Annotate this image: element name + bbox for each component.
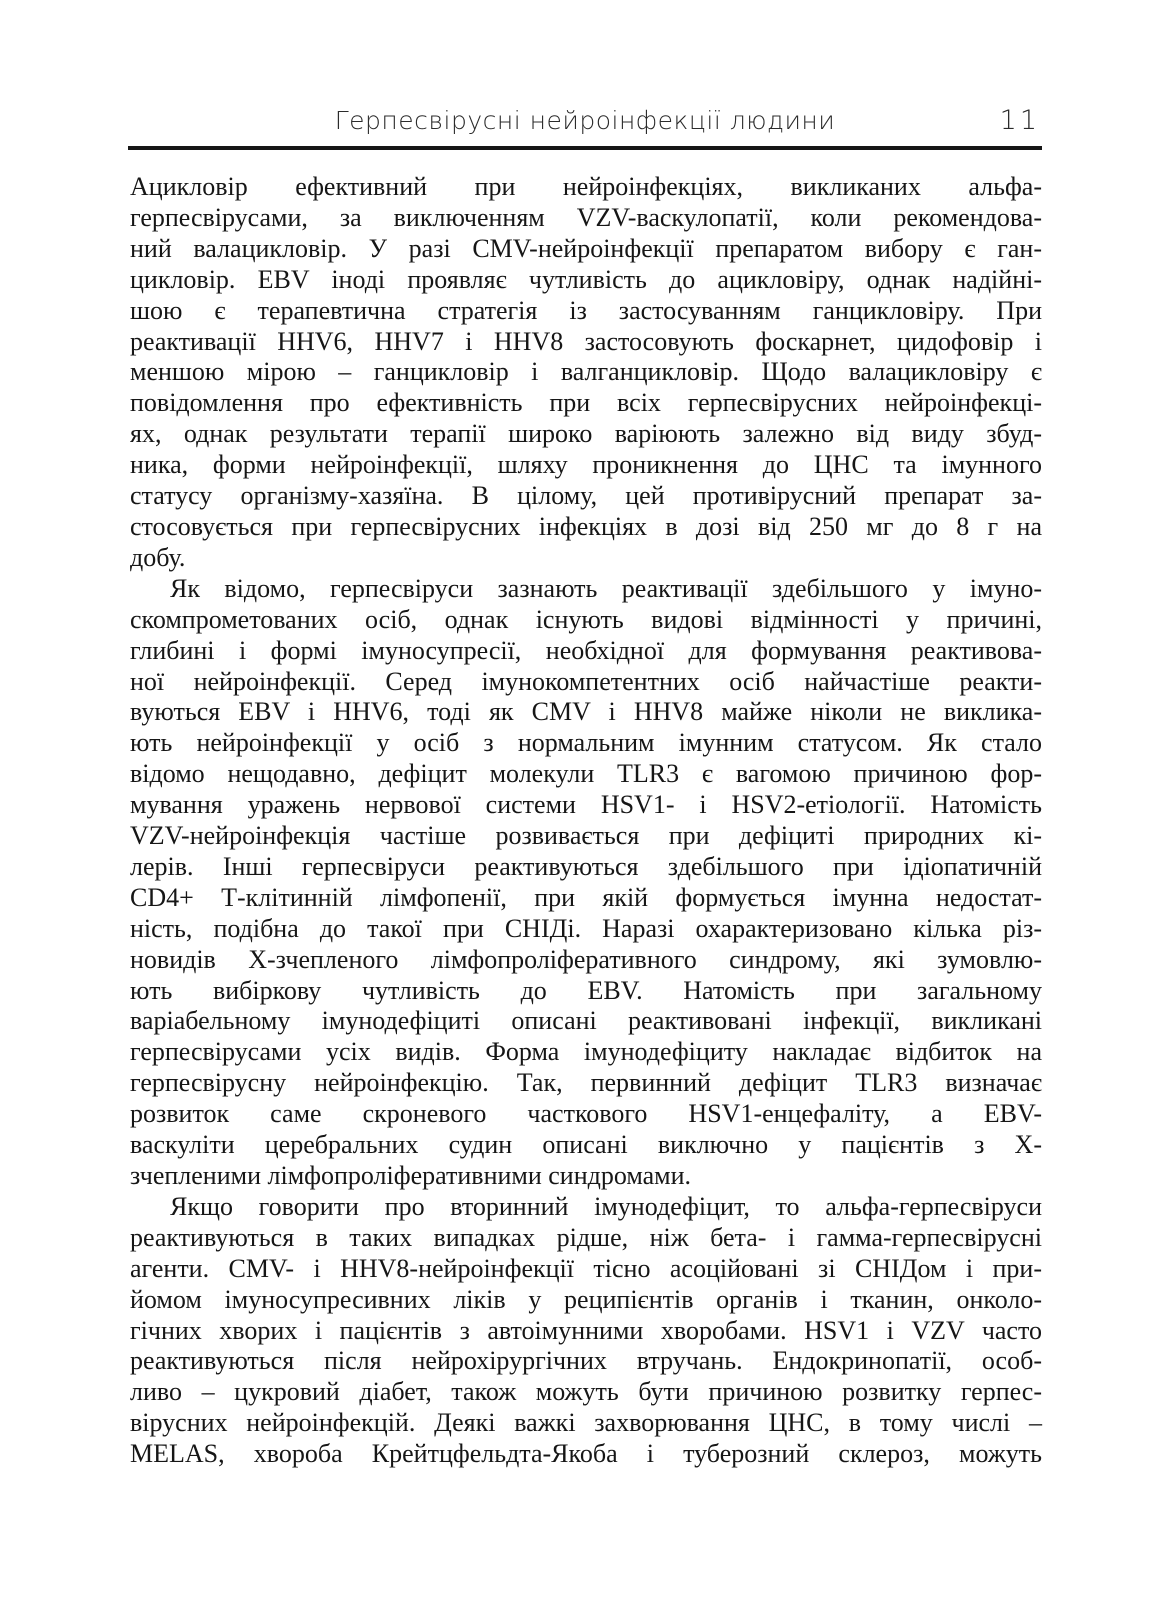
text-line: гічних хворих і пацієнтів з автоімунними хворобами. HSV1 і VZV часто [130,1315,1042,1345]
page-number: 11 [999,105,1040,136]
text-line: варіабельному імунодефіциті описані реактивовані інфекції, викликані [130,1006,1042,1036]
text-line: герпесвірусну нейроінфекцію. Так, первинний дефіцит TLR3 визначає [130,1068,1042,1098]
text-line: герпесвірусами усіх видів. Форма імунодефіциту накладає відбиток на [130,1037,1042,1067]
text-line: глибині і формі імуносупресії, необхідної для формування реактивова- [130,635,1042,665]
text-line: реактивуються після нейрохірургічних втручань. Ендокринопатії, особ- [130,1346,1042,1376]
text-line: VZV-нейроінфекція частіше розвивається при дефіциті природних кі- [130,821,1042,851]
text-line: добу. [130,542,186,572]
text-line: повідомлення про ефективність при всіх герпесвірусних нейроінфекці- [130,388,1042,418]
text-line: CD4+ Т-клітинній лімфопенії, при якій формується імунна недостат- [130,882,1042,912]
running-header [128,106,1042,150]
text-line: герпесвірусами, за виключенням VZV-васкулопатії, коли рекомендова- [130,202,1042,232]
text-line: ної нейроінфекції. Серед імунокомпетентних осіб найчастіше реакти- [130,666,1042,696]
text-line: реактивуються в таких випадках рідше, ніж бета- і гамма-герпесвірусні [130,1222,1042,1252]
text-line: розвиток саме скроневого часткового HSV1-енцефаліту, а EBV- [130,1099,1042,1129]
text-line: ність, подібна до такої при СНІДі. Наразі охарактеризовано кілька різ- [130,913,1042,943]
text-line: йомом імуносупресивних ліків у реципієнтів органів і тканин, онколо- [130,1284,1042,1314]
running-header-title: Герпесвірусні нейроінфекції людини [334,106,836,135]
text-line: ють вибіркову чутливість до EBV. Натомість при загальному [130,975,1042,1005]
text-line: вуються EBV і HHV6, тоді як CMV і HHV8 майже ніколи не виклика- [130,697,1042,727]
text-line: агенти. CMV- і HHV8-нейроінфекції тісно асоційовані зі СНІДом і при- [130,1253,1042,1283]
paragraph [130,1192,1042,1470]
text-line: MELAS, хвороба Крейтцфельдта-Якоба і туберозний склероз, можуть [130,1439,1042,1469]
text-line: реактивації HHV6, HHV7 і HHV8 застосовують фоскарнет, цидофовір і [130,326,1042,356]
text-line: новидів Х-зчепленого лімфопроліферативного синдрому, які зумовлю- [130,944,1042,974]
text-line: мування уражень нервової системи HSV1- і HSV2-етіології. Натомість [130,790,1042,820]
text-line: стосовується при герпесвірусних інфекціях в дозі від 250 мг до 8 г на [130,511,1042,541]
text-line: ливо – цукровий діабет, також можуть бути причиною розвитку герпес- [130,1377,1042,1407]
paragraph [130,574,1042,1192]
text-line: Якщо говорити про вторинний імунодефіцит, то альфа-герпесвіруси [170,1191,1042,1221]
text-line: скомпрометованих осіб, однак існують видові відмінності у причині, [130,604,1042,634]
paragraph [130,172,1042,574]
text-line: ють нейроінфекції у осіб з нормальним імунним статусом. Як стало [130,728,1042,758]
text-line: ях, однак результати терапії широко варіюють залежно від виду збуд- [130,419,1042,449]
text-line: ний валацикловір. У разі CMV-нейроінфекції препаратом вибору є ган- [130,233,1042,263]
body-text [130,172,1042,1470]
text-line: Ацикловір ефективний при нейроінфекціях, викликаних альфа- [130,172,1042,201]
text-line: меншою мірою – ганцикловір і валганцикловір. Щодо валацикловіру є [130,357,1042,387]
text-line: васкуліти церебральних судин описані виключно у пацієнтів з Х- [130,1130,1042,1160]
text-line: відомо нещодавно, дефіцит молекули TLR3 є вагомою причиною фор- [130,759,1042,789]
text-line: цикловір. EBV іноді проявляє чутливість до ацикловіру, однак надійні- [130,264,1042,294]
text-line: Як відомо, герпесвіруси зазнають реактивації здебільшого у імуно- [170,573,1042,603]
text-line: шою є терапевтична стратегія із застосуванням ганцикловіру. При [130,295,1042,325]
text-line: лерів. Інші герпесвіруси реактивуються здебільшого при ідіопатичній [130,851,1042,881]
text-line: статусу організму-хазяїна. В цілому, цей противірусний препарат за- [130,481,1042,511]
text-line: зчепленими лімфопроліферативними синдромами. [130,1161,692,1190]
running-header-inner [128,106,1042,136]
text-line: вірусних нейроінфекцій. Деякі важкі захворювання ЦНС, в тому числі – [130,1408,1042,1438]
text-line: ника, форми нейроінфекції, шляху проникнення до ЦНС та імунного [130,450,1042,480]
